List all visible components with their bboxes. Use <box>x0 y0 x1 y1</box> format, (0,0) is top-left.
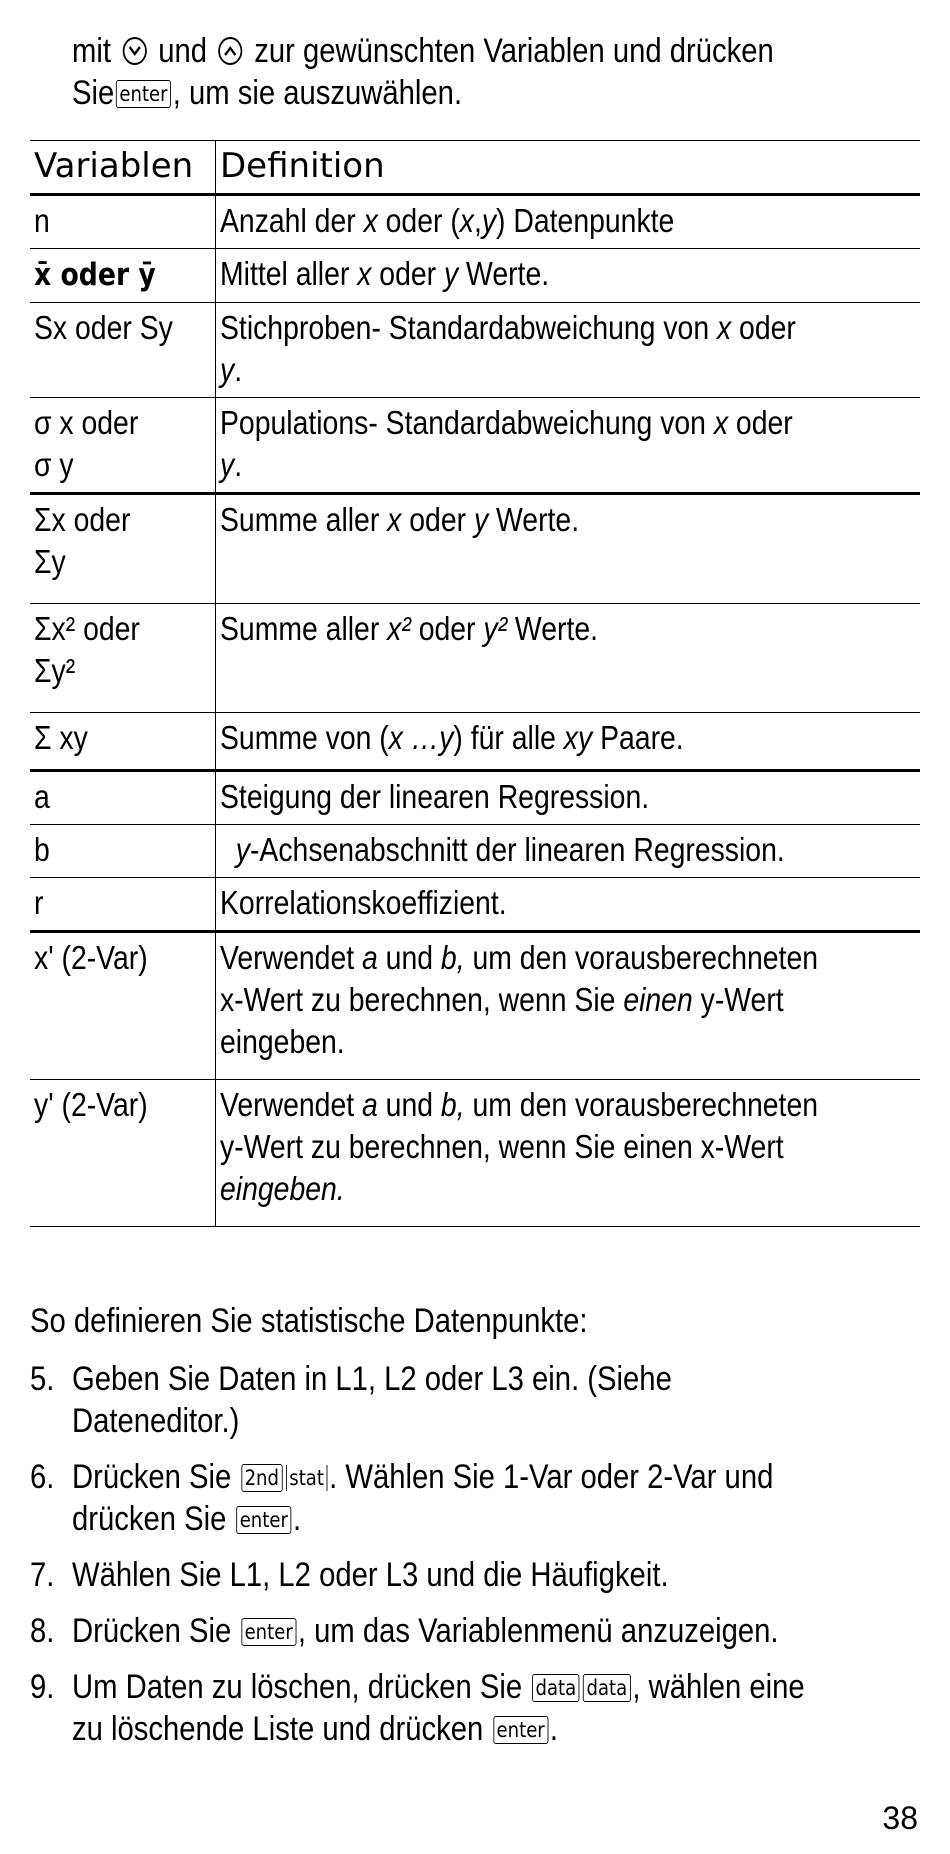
table-row <box>30 771 920 825</box>
enter-key: enter <box>493 1716 548 1744</box>
var-cell: r <box>34 884 44 921</box>
intro-sie: Sie <box>72 74 115 112</box>
def-cell: Korrelationskoeffizient. <box>220 884 507 921</box>
steps-list <box>30 1358 924 1764</box>
var-cell: Σx² oder Σy² <box>34 610 140 689</box>
def-cell: Mittel aller x oder y Werte. <box>220 255 550 292</box>
def-cell: Anzahl der x oder (x,y) Datenpunkte <box>220 202 675 239</box>
var-cell: n <box>34 202 50 239</box>
var-cell: Σx oder Σy <box>34 501 131 580</box>
table-row <box>30 1080 920 1227</box>
variables-table <box>30 140 920 1227</box>
var-cell: Sx oder Sy <box>34 309 173 346</box>
table-row <box>30 713 920 771</box>
var-cell: x' (2-Var) <box>34 939 148 976</box>
var-cell: x̄ oder ȳ <box>34 257 156 293</box>
table-row <box>30 494 920 604</box>
list-item: 9. Um Daten zu löschen, drücken Sie data data , wählen eine zu löschende Liste und drücken enter . <box>30 1668 805 1748</box>
table-row <box>30 878 920 932</box>
def-cell: Summe aller x oder y Werte. <box>220 501 580 538</box>
intro-mit: mit <box>72 32 111 70</box>
list-item: 6. Drücken Sie 2nd stat . Wählen Sie 1-Var oder 2-Var und drücken Sie enter . <box>30 1458 774 1538</box>
second-key: 2nd <box>241 1464 282 1492</box>
stat-key: stat <box>286 1465 328 1491</box>
var-cell: y' (2-Var) <box>34 1086 148 1123</box>
table-row <box>30 825 920 878</box>
header-definition: Definition <box>216 141 921 195</box>
arrow-up-icon <box>219 37 243 65</box>
var-cell: Σ xy <box>34 719 88 756</box>
var-cell: a <box>34 778 50 815</box>
table-row <box>30 398 920 494</box>
var-cell: σ x oder σ y <box>34 404 139 483</box>
var-cell: b <box>34 831 50 868</box>
def-cell: Summe aller x² oder y² Werte. <box>220 610 599 647</box>
def-cell: Populations- Standardabweichung von x oder y. <box>220 404 793 483</box>
intro-rest2: , um sie auszuwählen. <box>172 74 463 112</box>
table-header-row <box>30 141 920 195</box>
intro-rest1: zur gewünschten Variablen und drücken <box>254 32 774 70</box>
enter-key: enter <box>116 80 171 108</box>
table-row <box>30 249 920 303</box>
intro-text <box>72 30 888 114</box>
enter-key: enter <box>241 1618 296 1646</box>
def-cell: Stichproben- Standardabweichung von x oder y. <box>220 309 796 388</box>
list-item: 8. Drücken Sie enter , um das Variablenmenü anzuzeigen. <box>30 1612 779 1650</box>
table-row <box>30 303 920 398</box>
list-item: 5. Geben Sie Daten in L1, L2 oder L3 ein. (Siehe Dateneditor.) <box>30 1360 672 1440</box>
def-cell: Summe von (x …y) für alle xy Paare. <box>220 719 684 756</box>
table-row <box>30 604 920 713</box>
data-key: data <box>583 1674 631 1702</box>
intro-und: und <box>158 32 207 70</box>
def-cell: Verwendet a und b, um den vorausberechneten y-Wert zu berechnen, wenn Sie einen x-Wert eingeben. <box>220 1086 819 1207</box>
arrow-down-icon <box>123 37 147 65</box>
table-row <box>30 195 920 249</box>
enter-key: enter <box>236 1506 291 1534</box>
section-heading: So definieren Sie statistische Datenpunkte: <box>30 1302 588 1340</box>
list-item: 7. Wählen Sie L1, L2 oder L3 und die Häufigkeit. <box>30 1556 669 1594</box>
def-cell: Steigung der linearen Regression. <box>220 778 650 815</box>
def-cell: y-Achsenabschnitt der linearen Regression. <box>235 831 785 868</box>
def-cell: Verwendet a und b, um den vorausberechneten x-Wert zu berechnen, wenn Sie einen y-Wert eingeben. <box>220 939 819 1060</box>
data-key: data <box>532 1674 580 1702</box>
table-row <box>30 932 920 1080</box>
page-number: 38 <box>882 1800 918 1836</box>
header-variablen: Variablen <box>30 141 216 195</box>
